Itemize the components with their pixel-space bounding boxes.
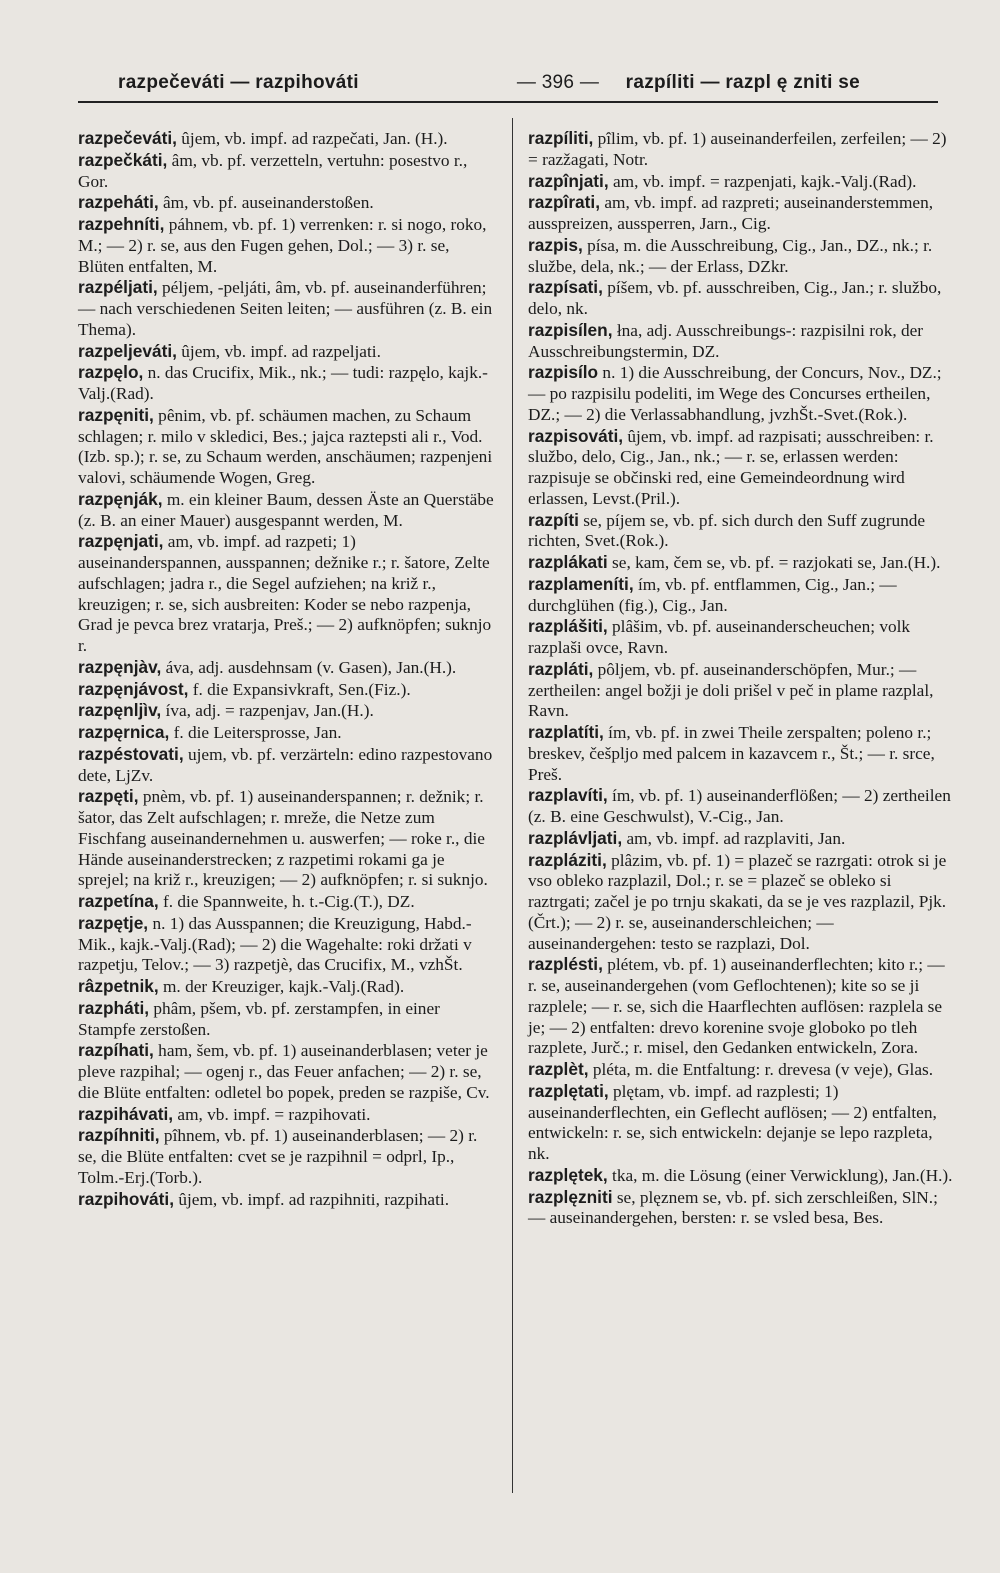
- entry-headword: razplameníti,: [528, 573, 634, 594]
- entry-headword: razpehníti,: [78, 214, 165, 234]
- entry-headword: razpíhati,: [78, 1040, 154, 1061]
- entry-definition: áva, adj. ausdehnsam (v. Gasen), Jan.(H.).: [161, 657, 457, 677]
- entry-headword: razplętati,: [528, 1080, 609, 1101]
- entry-headword: razpetína,: [78, 891, 159, 911]
- entry-definition: plâzim, vb. pf. 1) = plazeč se razrgati: otrok si je vso obleko razplazil, Dol.; r. se = plazeč se obleko si raztrgati; začel je po trnju skakati, da se je ves razplazil, Pjk.(Črt.); — 2) r. se, auseinanderschleichen; — auseinandergehen: testo se razplazi, Dol.: [528, 850, 947, 953]
- dictionary-entry: [528, 320, 953, 363]
- entry-definition: péljem, -peljáti, âm, vb. pf. auseinanderführen; — nach verschiedenen Seiten leiten; — ausführen (z. B. ein Thema).: [78, 278, 493, 339]
- entry-definition: se, kam, čem se, vb. pf. = razjokati se, Jan.(H.).: [607, 553, 941, 572]
- dictionary-entry: [78, 214, 498, 277]
- dictionary-entry: [528, 510, 953, 553]
- entry-headword: razplášiti,: [528, 616, 608, 637]
- entry-headword: razpláti,: [528, 658, 594, 679]
- entry-definition: am, vb. impf. ad razpeti; 1) auseinanderspannen, ausspannen; dežnike r.; r. šatore, Zelte aufschlagen; jadra r., die Segel aufziehen; na križ r., kreuzigen; r. se, sich ausbreiten: Koder se nebo razpenja, Grad je pevca brez vratarja, Preš.; — 2) aufknöpfen; suknjo r.: [78, 532, 492, 655]
- entry-definition: íva, adj. = razpenjav, Jan.(H.).: [161, 701, 374, 721]
- dictionary-entry: [78, 1125, 498, 1188]
- page-number: — 396 —: [516, 72, 600, 93]
- entry-headword: razpečeváti,: [78, 128, 177, 148]
- entry-definition: se, píjem se, vb. pf. sich durch den Suff zugrunde richten, Svet.(Rok.).: [528, 510, 926, 551]
- header-rule: [78, 101, 938, 103]
- dictionary-entry: [528, 277, 953, 320]
- entry-headword: razpihováti,: [78, 1188, 175, 1209]
- dictionary-entry: [78, 786, 498, 891]
- dictionary-entry: [528, 1081, 953, 1165]
- entry-headword: razpęnják,: [78, 488, 163, 509]
- entry-definition: plétem, vb. pf. 1) auseinanderflechten; kito r.; — r. se, auseinandergehen (vom Geflochtenen); kite so se ji razplele; — r. se, sich die Haarflechten auflösen: razplela se je; — 2) entfalten: drevo korenine svoje globoko po tleh razplete, Jurč.; r. misel, den Gedanken entwickeln, Zora.: [528, 955, 945, 1058]
- dictionary-entry: [78, 489, 498, 532]
- entry-headword: razpis,: [528, 234, 583, 255]
- entry-headword: razplavíti,: [528, 785, 608, 806]
- entry-headword: razpęnjati,: [78, 531, 164, 552]
- dictionary-entry: [78, 891, 498, 913]
- entry-headword: razpháti,: [78, 997, 150, 1018]
- entry-definition: n. 1) die Ausschreibung, der Concurs, Nov., DZ.; — po razpisilu podeliti, im Wege des Concurses ertheilen, DZ.; — 2) die Verlassabhandlung, jvzhŠt.-Svet.(Rok.).: [528, 363, 942, 424]
- entry-headword: razpęrnica,: [78, 722, 170, 742]
- entry-headword: razpîrati,: [528, 192, 601, 213]
- entry-definition: f. die Expansivkraft, Sen.(Fiz.).: [188, 679, 411, 699]
- entry-definition: m. der Kreuziger, kajk.-Valj.(Rad).: [158, 977, 405, 996]
- dictionary-entry: [528, 128, 953, 171]
- entry-headword: razplésti,: [528, 954, 603, 975]
- dictionary-entry: [528, 1059, 953, 1081]
- entry-definition: m. ein kleiner Baum, dessen Äste an Querstäbe (z. B. an einer Mauer) ausgespannt werden, M.: [78, 489, 494, 530]
- dictionary-entry: [78, 1189, 498, 1211]
- entry-definition: n. 1) das Ausspannen; die Kreuzigung, Habd.-Mik., kajk.-Valj.(Rad); — 2) die Wagehalte: roki držati v razpetju, Telov.; — 3) razpetjè, das Crucifix, M., vzhŠt.: [78, 913, 472, 975]
- dictionary-entry: [528, 659, 953, 722]
- entry-headword: razpéstovati,: [78, 743, 184, 764]
- header-left-guide: razpečeváti — razpihováti: [118, 72, 359, 93]
- entry-definition: tka, m. die Lösung (einer Verwicklung), Jan.(H.).: [607, 1165, 953, 1185]
- dictionary-entry: [528, 616, 953, 659]
- right-column: [528, 128, 953, 1229]
- dictionary-entry: [528, 954, 953, 1059]
- entry-headword: razpeljeváti,: [78, 340, 177, 361]
- entry-headword: razpęnljìv,: [78, 700, 162, 721]
- entry-definition: âm, vb. pf. auseinanderstoßen.: [158, 193, 374, 213]
- entry-headword: razplętek,: [528, 1164, 608, 1185]
- dictionary-entry: [528, 828, 953, 850]
- entry-headword: razpęnjávost,: [78, 678, 189, 699]
- entry-headword: razpętje,: [78, 912, 149, 933]
- column-divider: [512, 118, 513, 1493]
- dictionary-entry: [78, 150, 498, 193]
- dictionary-entry: [78, 277, 498, 340]
- entry-headword: razpęnjàv,: [78, 656, 162, 677]
- entry-headword: razpihávati,: [78, 1103, 174, 1124]
- dictionary-entry: [528, 235, 953, 278]
- dictionary-entry: [528, 192, 953, 235]
- dictionary-entry: [528, 426, 953, 510]
- entry-headword: razplákati: [528, 552, 608, 572]
- dictionary-entry: [528, 552, 953, 574]
- entry-definition: phâm, pšem, vb. pf. zerstampfen, in einer Stampfe zerstoßen.: [78, 998, 440, 1039]
- entry-definition: f. die Leitersprosse, Jan.: [169, 723, 342, 742]
- dictionary-entry: [528, 1187, 953, 1230]
- entry-headword: râzpetnik,: [78, 976, 159, 996]
- entry-definition: ûjem, vb. impf. ad razpisati; ausschreiben: r. službo, delo, Cig., Jan., nk.; — r. se, erlassen werden: razpisuje se občinski red, eine Gemeindeordnung wird erlassen, Levst.(Pril.).: [528, 426, 934, 508]
- entry-definition: ham, šem, vb. pf. 1) auseinanderblasen; veter je pleve razpihal; — ogenj r., das Feuer anfachen; — 2) r. se, die Blüte entfalten: odletel bo popek, preden se razpiše, Cv.: [78, 1041, 490, 1102]
- entry-definition: ûjem, vb. impf. ad razpihniti, razpihati.: [174, 1189, 450, 1209]
- entry-definition: f. die Spannweite, h. t.-Cig.(T.), DZ.: [158, 892, 415, 911]
- entry-definition: plętam, vb. impf. ad razplesti; 1) auseinanderflechten, ein Geflecht auflösen; — 2) entfalten, entwickeln: r. se, sich entwickeln: dejanje se lepo razpleta, nk.: [528, 1081, 937, 1163]
- dictionary-entry: [78, 913, 498, 976]
- entry-headword: razpeháti,: [78, 192, 159, 213]
- entry-definition: ûjem, vb. impf. ad razpeljati.: [176, 341, 381, 361]
- dictionary-entry: [78, 531, 498, 657]
- entry-headword: razpečkáti,: [78, 149, 168, 170]
- entry-definition: am, vb. impf. ad razplaviti, Jan.: [622, 828, 846, 848]
- dictionary-entry: [528, 171, 953, 193]
- entry-definition: ím, vb. pf. entflammen, Cig., Jan.; — durchglühen (fig.), Cig., Jan.: [528, 574, 897, 615]
- entry-headword: razplatíti,: [528, 722, 604, 742]
- entry-definition: am, vb. impf. ad razpreti; auseinanderstemmen, ausspreizen, aussperren, Jarn., Cig.: [528, 193, 934, 233]
- dictionary-entry: [528, 785, 953, 828]
- entry-definition: se, plęznem se, vb. pf. sich zerschleißen, SlN.; — auseinandergehen, bersten: r. se vsled besa, Bes.: [528, 1187, 938, 1228]
- dictionary-entry: [78, 976, 498, 998]
- entry-headword: razpláziti,: [528, 849, 607, 870]
- entry-headword: razpînjati,: [528, 170, 609, 191]
- dictionary-entry: [78, 998, 498, 1041]
- dictionary-entry: [78, 722, 498, 744]
- entry-headword: razplávljati,: [528, 827, 623, 848]
- entry-definition: ûjem, vb. impf. ad razpečati, Jan. (H.).: [176, 129, 448, 148]
- entry-definition: páhnem, vb. pf. 1) verrenken: r. si nogo, roko, M.; — 2) r. se, aus den Fugen gehen, Dol.; — 3) r. se, Blüten entfalten, M.: [78, 215, 487, 276]
- header-right-guide: razpíliti — razpl ę zniti se: [625, 72, 860, 93]
- dictionary-entry: [78, 405, 498, 489]
- entry-headword: razpisílen,: [528, 319, 613, 340]
- entry-definition: písa, m. die Ausschreibung, Cig., Jan., DZ., nk.; r. službe, dela, nk.; — der Erlass, DZkr.: [528, 235, 933, 276]
- entry-definition: píšem, vb. pf. ausschreiben, Cig., Jan.; r. službo, delo, nk.: [528, 278, 942, 318]
- dictionary-entry: [528, 574, 953, 617]
- entry-headword: razpęti,: [78, 786, 139, 807]
- entry-headword: razpíliti,: [528, 128, 594, 148]
- entry-headword: razpísati,: [528, 277, 603, 298]
- entry-definition: plâšim, vb. pf. auseinanderscheuchen; volk razplaši ovce, Ravn.: [528, 617, 911, 657]
- dictionary-entry: [78, 341, 498, 363]
- entry-headword: razpisílo: [528, 362, 599, 383]
- entry-headword: razpisováti,: [528, 425, 624, 446]
- entry-definition: pléta, m. die Entfaltung: r. drevesa (v veje), Glas.: [588, 1060, 934, 1079]
- entry-definition: pênim, vb. pf. schäumen machen, zu Schaum schlagen; r. milo v skledici, Bes.; jajca raztepsti ali r., Vod.(Izb. sp.); r. se, zu Schaum werden, anschäumen; razpenjeni valovi, schäumende Wogen, Greg.: [78, 405, 493, 487]
- running-header: [78, 66, 940, 100]
- dictionary-entry: [78, 679, 498, 701]
- entry-headword: razpęlo,: [78, 362, 144, 383]
- entry-definition: am, vb. impf. = razpihovati.: [173, 1104, 371, 1124]
- dictionary-entry: [528, 722, 953, 785]
- left-column: [78, 128, 498, 1210]
- entry-definition: n. das Crucifix, Mik., nk.; — tudi: razpęlo, kajk.-Valj.(Rad).: [78, 363, 488, 403]
- dictionary-entry: [78, 744, 498, 787]
- dictionary-entry: [78, 657, 498, 679]
- entry-headword: razpíhniti,: [78, 1125, 160, 1146]
- entry-definition: ujem, vb. pf. verzärteln: edino razpestovano dete, LjZv.: [78, 744, 493, 785]
- entry-definition: am, vb. impf. = razpenjati, kajk.-Valj.(Rad).: [608, 171, 917, 191]
- dictionary-entry: [78, 128, 498, 150]
- entry-definition: pnèm, vb. pf. 1) auseinanderspannen; r. dežnik; r. šator, das Zelt aufschlagen; r. mreže, die Netze zum Fischfang auseinandernehmen u. auswerfen; — roke r., die Hände auseinanderstrecken; z razpetimi rokami ga je sprejel; na križ r., kreuzigen; — 2) aufknöpfen; r. si suknjo.: [78, 787, 488, 890]
- dictionary-entry: [78, 362, 498, 405]
- dictionary-entry: [78, 1104, 498, 1126]
- dictionary-entry: [78, 192, 498, 214]
- entry-headword: razpęniti,: [78, 404, 154, 425]
- entry-definition: âm, vb. pf. verzetteln, vertuhn: posestvo r., Gor.: [78, 150, 468, 191]
- entry-definition: pôljem, vb. pf. auseinanderschöpfen, Mur.; — zertheilen: angel božji je doli prišel v peč in plame razplal, Ravn.: [528, 659, 934, 721]
- entry-headword: razpéljati,: [78, 277, 158, 298]
- entry-headword: razplèt,: [528, 1059, 589, 1079]
- dictionary-entry: [78, 1040, 498, 1103]
- entry-definition: ím, vb. pf. in zwei Theile zerspalten; poleno r.; breskev, češpljo med palcem in kazavcem r., Št.; — r. srce, Preš.: [528, 723, 935, 784]
- dictionary-entry: [528, 362, 953, 425]
- dictionary-entry: [528, 850, 953, 955]
- dictionary-entry: [528, 1165, 953, 1187]
- dictionary-entry: [78, 700, 498, 722]
- entry-headword: razplęzniti: [528, 1186, 613, 1207]
- entry-definition: pîhnem, vb. pf. 1) auseinanderblasen; — 2) r. se, die Blüte entfalten: cvet se je razpihnil = odprl, Ip., Tolm.-Erj.(Torb.).: [78, 1126, 478, 1187]
- entry-headword: razpíti: [528, 509, 579, 530]
- entry-definition: pîlim, vb. pf. 1) auseinanderfeilen, zerfeilen; — 2) = razžagati, Notr.: [528, 129, 947, 169]
- entry-definition: ím, vb. pf. 1) auseinanderflößen; — 2) zertheilen (z. B. eine Geschwulst), V.-Cig., Jan.: [528, 786, 951, 826]
- entry-definition: łna, adj. Ausschreibungs-: razpisilni rok, der Ausschreibungstermin, DZ.: [528, 320, 924, 361]
